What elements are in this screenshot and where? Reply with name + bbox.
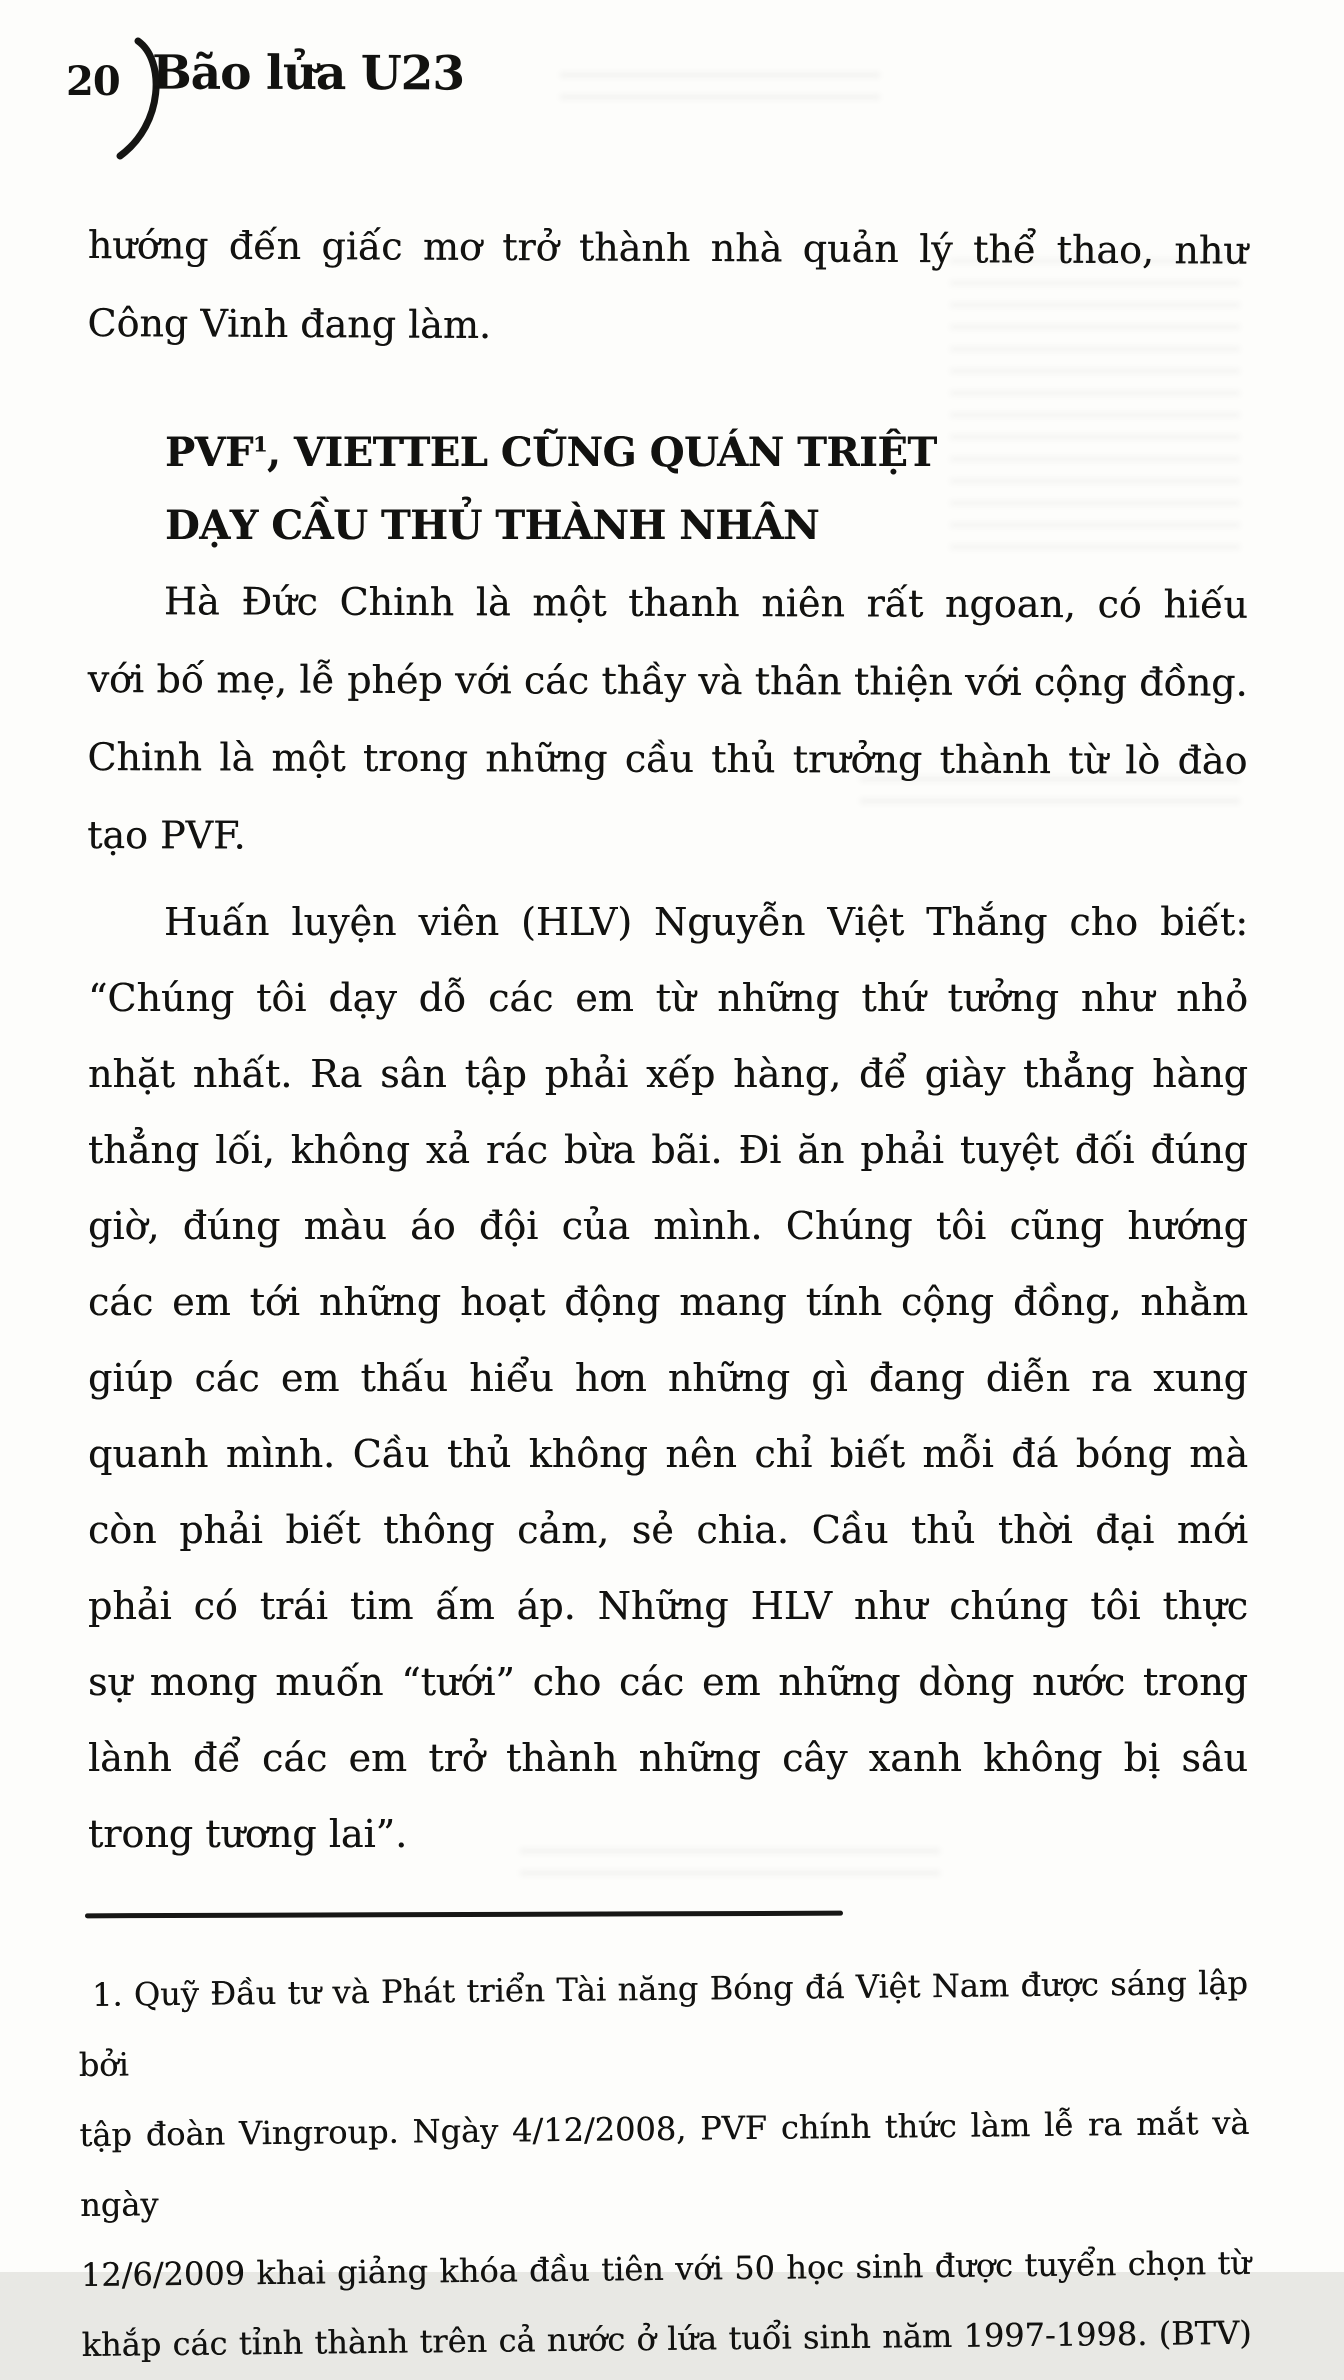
paragraph-line: quanh mình. Cầu thủ không nên chỉ biết mỗi đá bóng mà xyxy=(88,1432,1248,1476)
footnote-marker: 1 xyxy=(253,431,267,457)
paragraph-line: nhặt nhất. Ra sân tập phải xếp hàng, để giày thẳng hàng xyxy=(88,1052,1248,1096)
paragraph-line: sự mong muốn “tưới” cho các em những dòng nước trong xyxy=(88,1660,1248,1704)
paragraph-line: lành để các em trở thành những cây xanh không bị sâu xyxy=(88,1736,1248,1780)
section-heading-line-2: DẠY CẦU THỦ THÀNH NHÂN xyxy=(165,502,820,549)
footnote-line: tập đoàn Vingroup. Ngày 4/12/2008, PVF chính thức làm lễ ra mắt và ngày xyxy=(79,2103,1250,2225)
intro-paragraph xyxy=(87,206,1248,368)
paragraph-line: giúp các em thấu hiểu hơn những gì đang diễn ra xung xyxy=(88,1356,1248,1400)
paragraph-quote xyxy=(88,884,1248,1872)
paragraph-line: hướng đến giấc mơ trở thành nhà quản lý thể thao, như xyxy=(87,222,1248,273)
page-number: 20 xyxy=(66,58,120,105)
paragraph-line: thẳng lối, không xả rác bừa bãi. Đi ăn phải tuyệt đối đúng xyxy=(88,1128,1248,1172)
paragraph-line: “Chúng tôi dạy dỗ các em từ những thứ tưởng như nhỏ xyxy=(88,976,1248,1020)
section-heading xyxy=(165,416,1165,562)
footnote-line: khắp các tỉnh thành trên cả nước ở lứa tuổi sinh năm 1997-1998. (BTV) xyxy=(81,2313,1252,2365)
paragraph-line: tạo PVF. xyxy=(87,812,246,858)
paragraph-line: với bố mẹ, lễ phép với các thầy và thân thiện với cộng đồng. xyxy=(87,656,1248,705)
paragraph-line: phải có trái tim ấm áp. Những HLV như chúng tôi thực xyxy=(88,1584,1248,1628)
paragraph-line: Chinh là một trong những cầu thủ trưởng thành từ lò đào xyxy=(87,734,1248,783)
paragraph-line: giờ, đúng màu áo đội của mình. Chúng tôi cũng hướng xyxy=(88,1204,1248,1248)
footnote-divider xyxy=(85,1911,843,1919)
paragraph-line: còn phải biết thông cảm, sẻ chia. Cầu thủ thời đại mới xyxy=(88,1508,1248,1552)
paragraph-line: các em tới những hoạt động mang tính cộng đồng, nhằm xyxy=(88,1280,1248,1324)
paragraph-line: Hà Đức Chinh là một thanh niên rất ngoan, có hiếu xyxy=(163,579,1248,627)
book-title: Bão lửa U23 xyxy=(151,45,465,102)
section-heading-line-1 xyxy=(165,416,1165,489)
scan-smudge xyxy=(560,66,880,100)
footnote xyxy=(78,1948,1252,2380)
footnote-line: 1. Quỹ Đầu tư và Phát triển Tài năng Bóng đá Việt Nam được sáng lập bởi xyxy=(78,1963,1249,2085)
paragraph-line: Công Vinh đang làm. xyxy=(87,300,492,347)
paragraph-line: Huấn luyện viên (HLV) Nguyễn Việt Thắng cho biết: xyxy=(164,900,1248,944)
heading-text-pre: PVF xyxy=(165,429,254,476)
paragraph-chinh xyxy=(87,562,1248,878)
heading-text-post: , VIETTEL CŨNG QUÁN TRIỆT xyxy=(267,429,937,476)
footnote-line: 12/6/2009 khai giảng khóa đầu tiên với 50 học sinh được tuyển chọn từ xyxy=(80,2243,1252,2295)
paragraph-line: trong tương lai”. xyxy=(88,1812,408,1856)
